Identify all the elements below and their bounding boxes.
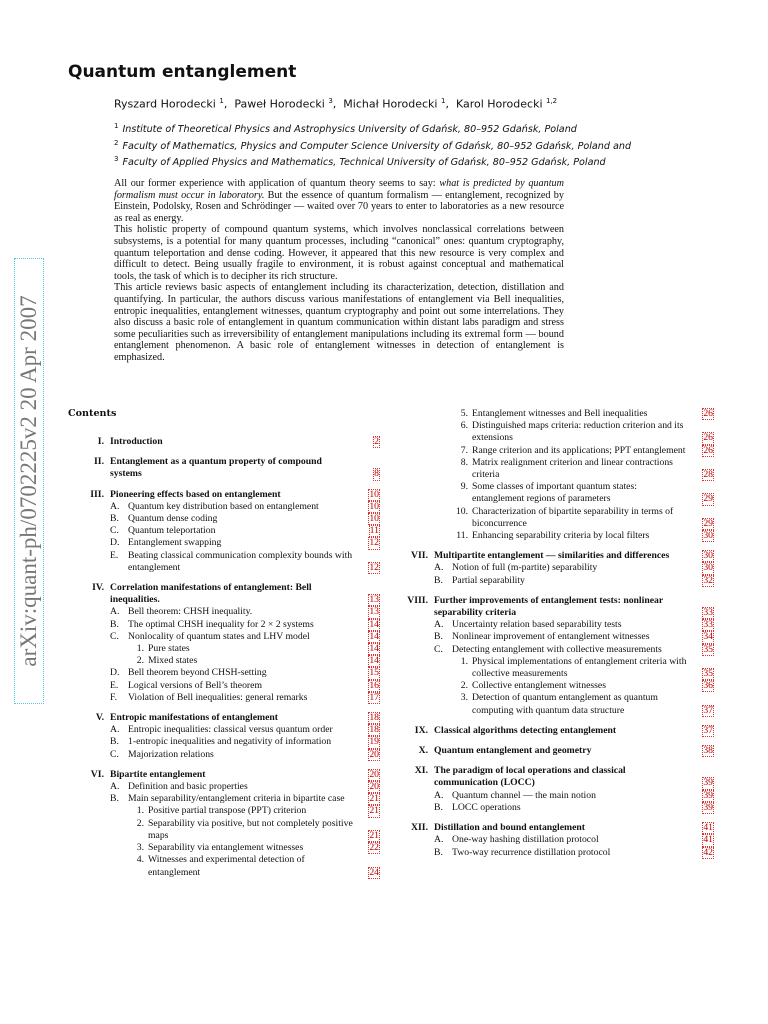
toc-title: Distinguished maps criteria: reduction criterion and its extensions bbox=[472, 420, 684, 444]
toc-page-link[interactable]: 32 bbox=[703, 574, 713, 586]
toc-page-link[interactable]: 42 bbox=[703, 846, 713, 858]
toc-subsection bbox=[80, 513, 380, 525]
toc-subsubsection bbox=[404, 481, 714, 505]
toc-title: Pure states bbox=[148, 643, 190, 655]
toc-subsection bbox=[80, 724, 380, 736]
toc-section bbox=[404, 745, 714, 757]
author-affil-marker: 3 bbox=[328, 97, 333, 105]
abstract-paragraph bbox=[114, 178, 564, 224]
affil-text: Faculty of Applied Physics and Mathematics, Technical University of Gdańsk, 80–952 Gdańsk, Poland bbox=[122, 157, 606, 169]
author-affil-marker: 1 bbox=[440, 97, 446, 105]
toc-page-link[interactable]: 16 bbox=[369, 679, 379, 691]
toc-page-link[interactable]: 17 bbox=[369, 691, 379, 703]
toc-title: Entanglement witnesses and Bell inequalities bbox=[472, 408, 648, 419]
toc-page-link[interactable]: 29 bbox=[703, 517, 713, 529]
toc-label: B. bbox=[434, 846, 443, 858]
toc-title: Separability via positive, but not completely positive maps bbox=[148, 817, 353, 841]
toc-label: B. bbox=[110, 793, 119, 805]
toc-label: IV. bbox=[92, 582, 104, 594]
toc-title: Matrix realignment criterion and linear contractions criteria bbox=[472, 456, 673, 481]
abstract-text: All our former experience with application of quantum theory seems to say: bbox=[114, 178, 440, 189]
toc-page-link[interactable]: 30 bbox=[703, 550, 713, 562]
toc-subsubsection bbox=[80, 854, 380, 878]
toc-page-link[interactable]: 35 bbox=[703, 643, 713, 655]
toc-page-link[interactable]: 29 bbox=[703, 493, 713, 505]
toc-label: B. bbox=[110, 736, 119, 748]
toc-title: Quantum teleportation bbox=[128, 525, 216, 537]
toc-title: Characterization of bipartite separability in terms of biconcurrence bbox=[472, 505, 674, 529]
toc-page-link[interactable]: 26 bbox=[703, 408, 713, 419]
toc-title: Introduction bbox=[110, 436, 163, 447]
toc-subsubsection bbox=[80, 805, 380, 817]
toc-label: A. bbox=[110, 500, 120, 512]
toc-subsection bbox=[404, 575, 714, 587]
toc-page-link[interactable]: 13 bbox=[369, 594, 379, 606]
toc-page-link[interactable]: 41 bbox=[703, 834, 713, 846]
toc-title: Mixed states bbox=[148, 655, 198, 667]
toc-title: Range criterion and its applications; PPT entanglement bbox=[472, 444, 686, 456]
toc-title: Entropic manifestations of entanglement bbox=[110, 712, 278, 724]
toc-subsubsection bbox=[80, 842, 380, 854]
toc-label: A. bbox=[110, 724, 120, 736]
toc-page-link[interactable]: 13 bbox=[369, 606, 379, 618]
toc-page-link[interactable]: 10 bbox=[369, 488, 379, 500]
toc-subsubsection bbox=[404, 692, 714, 716]
toc-label: B. bbox=[434, 801, 443, 813]
toc-label: 2. bbox=[136, 817, 144, 829]
toc-subsection bbox=[404, 834, 714, 846]
toc-title: Quantum key distribution based on entanglement bbox=[128, 500, 319, 512]
toc-title: Majorization relations bbox=[128, 748, 214, 760]
toc-page-link[interactable]: 30 bbox=[703, 530, 713, 542]
toc-title: Detection of quantum entanglement as quantum computing with quantum data structure bbox=[472, 692, 658, 716]
toc-label: 6. bbox=[460, 420, 468, 432]
toc-page-link[interactable]: 18 bbox=[369, 712, 379, 724]
toc-label: A. bbox=[110, 606, 120, 618]
toc-page-link[interactable]: 39 bbox=[703, 789, 713, 801]
toc-title: The paradigm of local operations and classical communication (LOCC) bbox=[434, 765, 626, 789]
author: Ryszard Horodecki bbox=[114, 97, 216, 111]
toc-subsection bbox=[404, 619, 714, 631]
toc-page-link[interactable]: 14 bbox=[369, 630, 379, 642]
toc-section bbox=[404, 550, 714, 562]
toc-title: Multipartite entanglement — similarities and differences bbox=[434, 550, 670, 562]
toc-label: XII. bbox=[411, 822, 428, 834]
toc-left-column bbox=[80, 428, 380, 879]
affil-text: Faculty of Mathematics, Physics and Computer Science University of Gdańsk, 80–952 Gdańsk, Poland and bbox=[122, 140, 632, 152]
toc-subsection bbox=[404, 790, 714, 802]
toc-section bbox=[404, 725, 714, 737]
toc-page-link[interactable]: 37 bbox=[703, 724, 713, 736]
toc-subsection bbox=[80, 537, 380, 549]
toc-page-link[interactable]: 11 bbox=[369, 525, 379, 537]
toc-title: Distillation and bound entanglement bbox=[434, 822, 585, 834]
toc-title: Some classes of important quantum states: entanglement regions of parameters bbox=[472, 481, 637, 505]
toc-title: Entanglement as a quantum property of compound systems bbox=[110, 456, 322, 480]
abstract-paragraph: This article reviews basic aspects of entanglement including its characterization, detection, distillation and quantifying. In particular, the authors discuss various manifestations of entanglement via Bell inequalities, entropic inequalities, entanglement witnesses, quantum cryptography and point out some interrelations. They also discuss a basic role of entanglement in quantum communication within distant labs paradigm and stress some peculiarities such as irreversibility of entanglement manipulations including its extremal form — bound entanglement phenomenon. A basic role of entanglement witnesses in detection of entanglement is emphasized. bbox=[114, 282, 564, 363]
toc-label: 1. bbox=[136, 805, 144, 817]
toc-label: 10. bbox=[455, 505, 468, 517]
toc-subsection bbox=[80, 550, 380, 574]
toc-subsection bbox=[80, 606, 380, 618]
affil-text: Institute of Theoretical Physics and Astrophysics University of Gdańsk, 80–952 Gdańsk, Poland bbox=[122, 124, 577, 136]
toc-page-link[interactable]: 12 bbox=[369, 561, 379, 573]
toc-subsection bbox=[80, 501, 380, 513]
toc-label: 2. bbox=[136, 655, 144, 667]
toc-subsubsection bbox=[80, 818, 380, 842]
toc-subsection bbox=[80, 619, 380, 631]
abstract-text: But the essence of quantum formalism — entanglement, recognized by Einstein, Podolsky, Rosen and Schrödinger — waited over 70 years to enter to laboratories as a new resource as real as energy. bbox=[114, 189, 564, 224]
toc-subsection bbox=[404, 562, 714, 574]
toc-label: 3. bbox=[460, 692, 468, 704]
toc-label: 8. bbox=[460, 456, 468, 468]
toc-page-link[interactable]: 37 bbox=[703, 704, 713, 716]
toc-label: D. bbox=[110, 537, 120, 549]
toc-section bbox=[404, 765, 714, 789]
toc-label: II. bbox=[94, 456, 104, 468]
toc-label: C. bbox=[110, 748, 119, 760]
toc-label: C. bbox=[110, 525, 119, 537]
toc-title: Classical algorithms detecting entanglement bbox=[434, 724, 617, 736]
toc-subsubsection bbox=[404, 408, 714, 420]
toc-page-link[interactable]: 14 bbox=[369, 655, 379, 667]
author-affil-marker: 1,2 bbox=[546, 97, 558, 105]
toc-label: 9. bbox=[460, 481, 468, 493]
toc-subsubsection bbox=[404, 457, 714, 481]
toc-page-link[interactable]: 33 bbox=[703, 607, 713, 619]
author-affil-marker: 1 bbox=[219, 97, 224, 105]
arxiv-identifier-stamp[interactable] bbox=[14, 258, 44, 704]
toc-section bbox=[404, 822, 714, 834]
toc-title: Physical implementations of entanglement criteria with collective measurements bbox=[472, 655, 687, 680]
affil-marker: 2 bbox=[114, 138, 119, 147]
toc-section bbox=[80, 436, 380, 448]
toc-page-link[interactable]: 14 bbox=[369, 618, 379, 630]
toc-title: The optimal CHSH inequality for 2 × 2 systems bbox=[128, 618, 314, 630]
toc-label: C. bbox=[110, 630, 119, 642]
toc-section bbox=[80, 712, 380, 724]
toc-subsubsection bbox=[404, 656, 714, 680]
toc-title: Bell theorem beyond CHSH-setting bbox=[128, 667, 267, 679]
toc-title: Logical versions of Bell’s theorem bbox=[128, 679, 262, 691]
toc-page-link[interactable]: 8 bbox=[374, 468, 379, 480]
toc-subsubsection bbox=[404, 420, 714, 444]
toc-label: B. bbox=[110, 513, 119, 525]
toc-label: 11. bbox=[456, 530, 468, 542]
author: Karol Horodecki bbox=[455, 97, 543, 111]
toc-label: E. bbox=[110, 679, 119, 691]
toc-subsection bbox=[80, 525, 380, 537]
toc-label: A. bbox=[110, 781, 120, 793]
toc-subsection bbox=[404, 631, 714, 643]
toc-section bbox=[80, 489, 380, 501]
paper-title: Quantum entanglement bbox=[68, 62, 297, 82]
toc-right-column bbox=[404, 408, 714, 859]
toc-label: B. bbox=[434, 574, 443, 586]
toc-subsection bbox=[404, 802, 714, 814]
toc-subsubsection bbox=[80, 655, 380, 667]
toc-page-link[interactable]: 21 bbox=[369, 793, 379, 805]
toc-label: 4. bbox=[136, 854, 144, 866]
toc-title: Positive partial transpose (PPT) criterion bbox=[148, 805, 307, 817]
toc-title: Two-way recurrence distillation protocol bbox=[452, 846, 611, 858]
toc-label: C. bbox=[434, 643, 443, 655]
toc-label: X. bbox=[418, 745, 428, 757]
arxiv-identifier[interactable]: arXiv:quant-ph/0702225v2 20 Apr 2007 bbox=[16, 295, 41, 667]
toc-title: Bipartite entanglement bbox=[110, 768, 206, 780]
toc-page-link[interactable]: 20 bbox=[369, 768, 379, 780]
toc-subsection bbox=[404, 644, 714, 656]
toc-title: Entanglement swapping bbox=[128, 537, 222, 549]
author-list: Ryszard Horodecki $^1$, Paweł Horodecki $^3$, Michał Horodecki $^1$, Karol Horodecki $^{1,2}$ bbox=[114, 97, 558, 111]
toc-label: 7. bbox=[460, 444, 468, 456]
toc-page-link[interactable]: 14 bbox=[369, 643, 379, 655]
abstract bbox=[114, 178, 564, 364]
toc-label: B. bbox=[434, 631, 443, 643]
toc-subsubsection bbox=[404, 445, 714, 457]
toc-label: 1. bbox=[460, 655, 468, 667]
toc-subsection bbox=[80, 680, 380, 692]
affil-marker: 3 bbox=[114, 155, 119, 164]
toc-title: Partial separability bbox=[452, 574, 525, 586]
author: Paweł Horodecki bbox=[234, 97, 325, 111]
toc-subsection bbox=[80, 736, 380, 748]
toc-title: Quantum entanglement and geometry bbox=[434, 745, 592, 757]
toc-title: Nonlocality of quantum states and LHV model bbox=[128, 630, 310, 642]
toc-section bbox=[80, 769, 380, 781]
toc-subsection bbox=[80, 793, 380, 805]
toc-label: F. bbox=[110, 691, 118, 703]
toc-label: 1. bbox=[136, 643, 144, 655]
contents-heading: Contents bbox=[68, 408, 117, 419]
toc-title: One-way hashing distillation protocol bbox=[452, 834, 599, 846]
toc-title: Separability via entanglement witnesses bbox=[148, 842, 304, 854]
toc-page-link[interactable]: 18 bbox=[369, 724, 379, 736]
toc-subsubsection bbox=[404, 506, 714, 530]
toc-label: III. bbox=[90, 488, 104, 500]
toc-title: Quantum channel — the main notion bbox=[452, 789, 596, 801]
toc-subsection bbox=[80, 692, 380, 704]
toc-subsection bbox=[80, 749, 380, 761]
toc-page-link[interactable]: 41 bbox=[703, 822, 713, 834]
toc-title: Correlation manifestations of entanglement: Bell inequalities. bbox=[110, 582, 312, 606]
toc-label: E. bbox=[110, 549, 119, 561]
toc-page-link[interactable]: 35 bbox=[703, 668, 713, 680]
abstract-emphasis: what is predicted by quantum formalism must occur in laboratory. bbox=[114, 178, 564, 201]
toc-title: Detecting entanglement with collective measurements bbox=[452, 643, 662, 655]
toc-page-link[interactable]: 22 bbox=[369, 842, 379, 854]
toc-label: 5. bbox=[460, 408, 468, 419]
toc-page-link[interactable]: 28 bbox=[703, 469, 713, 481]
toc-page-link[interactable]: 30 bbox=[703, 562, 713, 574]
toc-page-link[interactable]: 39 bbox=[703, 801, 713, 813]
toc-subsection bbox=[80, 631, 380, 643]
toc-label: 2. bbox=[460, 680, 468, 692]
toc-subsubsection bbox=[404, 530, 714, 542]
toc-label: XI. bbox=[414, 765, 428, 777]
toc-title: Main separability/entanglement criteria in bipartite case bbox=[128, 793, 345, 805]
toc-page-link[interactable]: 36 bbox=[703, 680, 713, 692]
toc-title: Enhancing separability criteria by local filters bbox=[472, 530, 650, 542]
toc-title: Entropic inequalities: classical versus quantum order bbox=[128, 724, 333, 736]
toc-subsection bbox=[80, 667, 380, 679]
toc-title: Uncertainty relation based separability tests bbox=[452, 619, 622, 631]
toc-section bbox=[404, 595, 714, 619]
toc-page-link[interactable]: 12 bbox=[369, 537, 379, 549]
toc-label: A. bbox=[434, 562, 444, 574]
toc-page-link[interactable]: 15 bbox=[369, 667, 379, 679]
toc-page-link[interactable]: 20 bbox=[369, 748, 379, 760]
toc-label: 3. bbox=[136, 842, 144, 854]
toc-page-link[interactable]: 34 bbox=[703, 631, 713, 643]
toc-label: D. bbox=[110, 667, 120, 679]
toc-section bbox=[80, 582, 380, 606]
toc-page-link[interactable]: 2 bbox=[374, 436, 379, 447]
toc-subsection bbox=[404, 847, 714, 859]
toc-page-link[interactable]: 26 bbox=[703, 432, 713, 444]
toc-label: VI. bbox=[90, 768, 104, 780]
toc-page-link[interactable]: 21 bbox=[369, 829, 379, 841]
toc-page-link[interactable]: 39 bbox=[703, 777, 713, 789]
toc-subsubsection bbox=[80, 643, 380, 655]
toc-title: Definition and basic properties bbox=[128, 781, 248, 793]
toc-page-link[interactable]: 26 bbox=[703, 444, 713, 456]
toc-page-link[interactable]: 38 bbox=[703, 745, 713, 757]
toc-subsection bbox=[80, 781, 380, 793]
toc-page-link[interactable]: 19 bbox=[369, 736, 379, 748]
toc-label: B. bbox=[110, 618, 119, 630]
toc-label: VIII. bbox=[407, 594, 428, 606]
toc-page-link[interactable]: 33 bbox=[703, 619, 713, 631]
toc-title: 1-entropic inequalities and negativity of information bbox=[128, 736, 332, 748]
toc-page-link[interactable]: 10 bbox=[369, 513, 379, 525]
toc-label: VII. bbox=[411, 550, 428, 562]
affiliation bbox=[114, 153, 631, 170]
toc-title: Pioneering effects based on entanglement bbox=[110, 488, 281, 500]
toc-section bbox=[80, 456, 380, 480]
affil-marker: 1 bbox=[114, 122, 119, 130]
author: Michał Horodecki bbox=[343, 97, 438, 111]
toc-label: I. bbox=[97, 436, 104, 447]
affiliation-list bbox=[114, 120, 631, 170]
toc-title: Notion of full (m-partite) separability bbox=[452, 562, 598, 574]
toc-title: Violation of Bell inequalities: general remarks bbox=[128, 691, 308, 703]
toc-label: A. bbox=[434, 834, 444, 846]
affiliation bbox=[114, 120, 631, 137]
toc-page-link[interactable]: 21 bbox=[369, 805, 379, 817]
toc-title: Nonlinear improvement of entanglement witnesses bbox=[452, 631, 650, 643]
toc-label: A. bbox=[434, 789, 444, 801]
toc-subsubsection bbox=[404, 680, 714, 692]
affiliation bbox=[114, 137, 631, 154]
toc-title: Witnesses and experimental detection of entanglement bbox=[148, 854, 305, 878]
abstract-paragraph: This holistic property of compound quantum systems, which involves nonclassical correlations between subsystems, is a potential for many quantum processes, including “canonical” ones: quantum cryptography, quantum teleportation and dense coding. However, it appeared that this new resource is very complex and difficult to detect. Being usually fragile to environment, it is robust against conceptual and mathematical tools, the task of which is to decipher its rich structure. bbox=[114, 224, 564, 282]
toc-title: Bell theorem: CHSH inequality. bbox=[128, 606, 253, 618]
toc-page-link[interactable]: 20 bbox=[369, 781, 379, 793]
toc-label: V. bbox=[95, 712, 104, 724]
toc-title: Collective entanglement witnesses bbox=[472, 680, 606, 692]
toc-title: Beating classical communication complexity bounds with entanglement bbox=[128, 549, 353, 573]
toc-page-link[interactable]: 24 bbox=[369, 866, 379, 878]
toc-title: Quantum dense coding bbox=[128, 513, 218, 525]
toc-label: A. bbox=[434, 619, 444, 631]
toc-title: Further improvements of entanglement tests: nonlinear separability criteria bbox=[434, 594, 663, 619]
toc-label: IX. bbox=[414, 724, 428, 736]
toc-page-link[interactable]: 10 bbox=[369, 500, 379, 512]
toc-title: LOCC operations bbox=[452, 801, 521, 813]
